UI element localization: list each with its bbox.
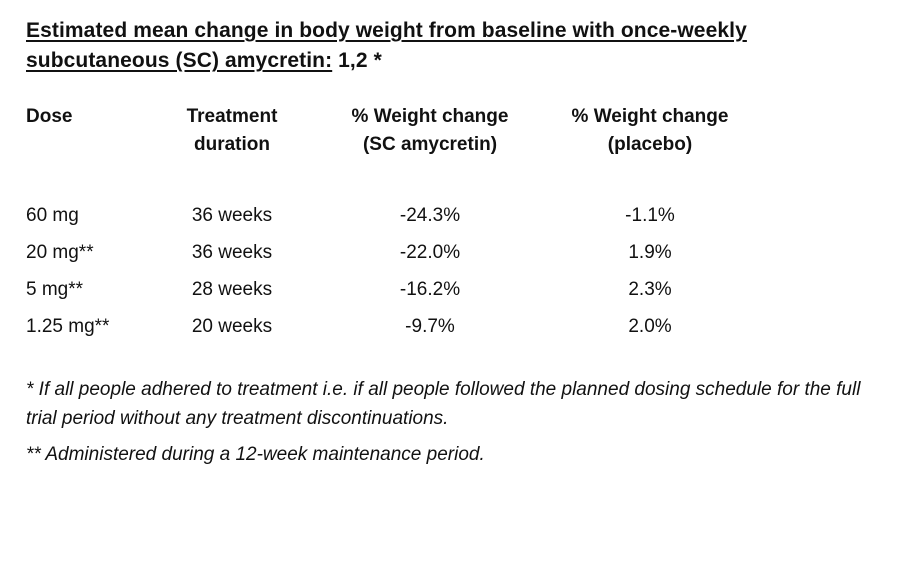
table-row [26,271,756,308]
footnotes [26,375,874,469]
page-title-references: 1,2 * [338,49,382,73]
cell-duration: 28 weeks [191,278,273,300]
column-header-amycretin-line1: % Weight change [351,105,509,127]
cell-placebo: 2.0% [628,315,672,337]
weight-change-table [26,103,756,345]
column-header-duration-line2: duration [194,134,270,156]
table-header-row [26,103,756,160]
table-row [26,234,756,271]
table-row [26,308,756,345]
table-row [26,197,756,234]
column-header-amycretin [316,103,544,160]
cell-amycretin: -24.3% [399,204,461,226]
column-header-amycretin-line2: (SC amycretin) [362,134,498,156]
column-header-dose [26,103,148,160]
cell-amycretin: -9.7% [405,315,455,337]
cell-placebo: 2.3% [628,278,672,300]
cell-placebo: -1.1% [625,204,675,226]
cell-dose: 20 mg** [26,241,94,263]
cell-dose: 1.25 mg** [26,315,110,337]
column-header-placebo-line2: (placebo) [607,134,693,156]
cell-duration: 36 weeks [191,204,273,226]
page-title-underlined: Estimated mean change in body weight from baseline with once-weekly subcutaneous (SC) amycretin: [26,19,747,73]
footnote-double-asterisk: ** Administered during a 12-week maintenance period. [26,443,485,465]
cell-duration: 36 weeks [191,241,273,263]
column-header-duration [148,103,316,160]
cell-amycretin: -22.0% [399,241,461,263]
cell-duration: 20 weeks [191,315,273,337]
table-spacer-row [26,160,756,197]
cell-amycretin: -16.2% [399,278,461,300]
column-header-placebo-line1: % Weight change [571,105,729,127]
cell-placebo: 1.9% [628,241,672,263]
cell-dose: 5 mg** [26,278,84,300]
cell-dose: 60 mg [26,204,79,226]
column-header-duration-line1: Treatment [186,105,278,127]
column-header-dose-line1: Dose [26,105,73,127]
column-header-placebo [544,103,756,160]
page-title [26,16,874,77]
footnote-asterisk: * If all people adhered to treatment i.e. if all people followed the planned dosing schedule for the full trial period without any treatment discontinuations. [26,378,861,430]
